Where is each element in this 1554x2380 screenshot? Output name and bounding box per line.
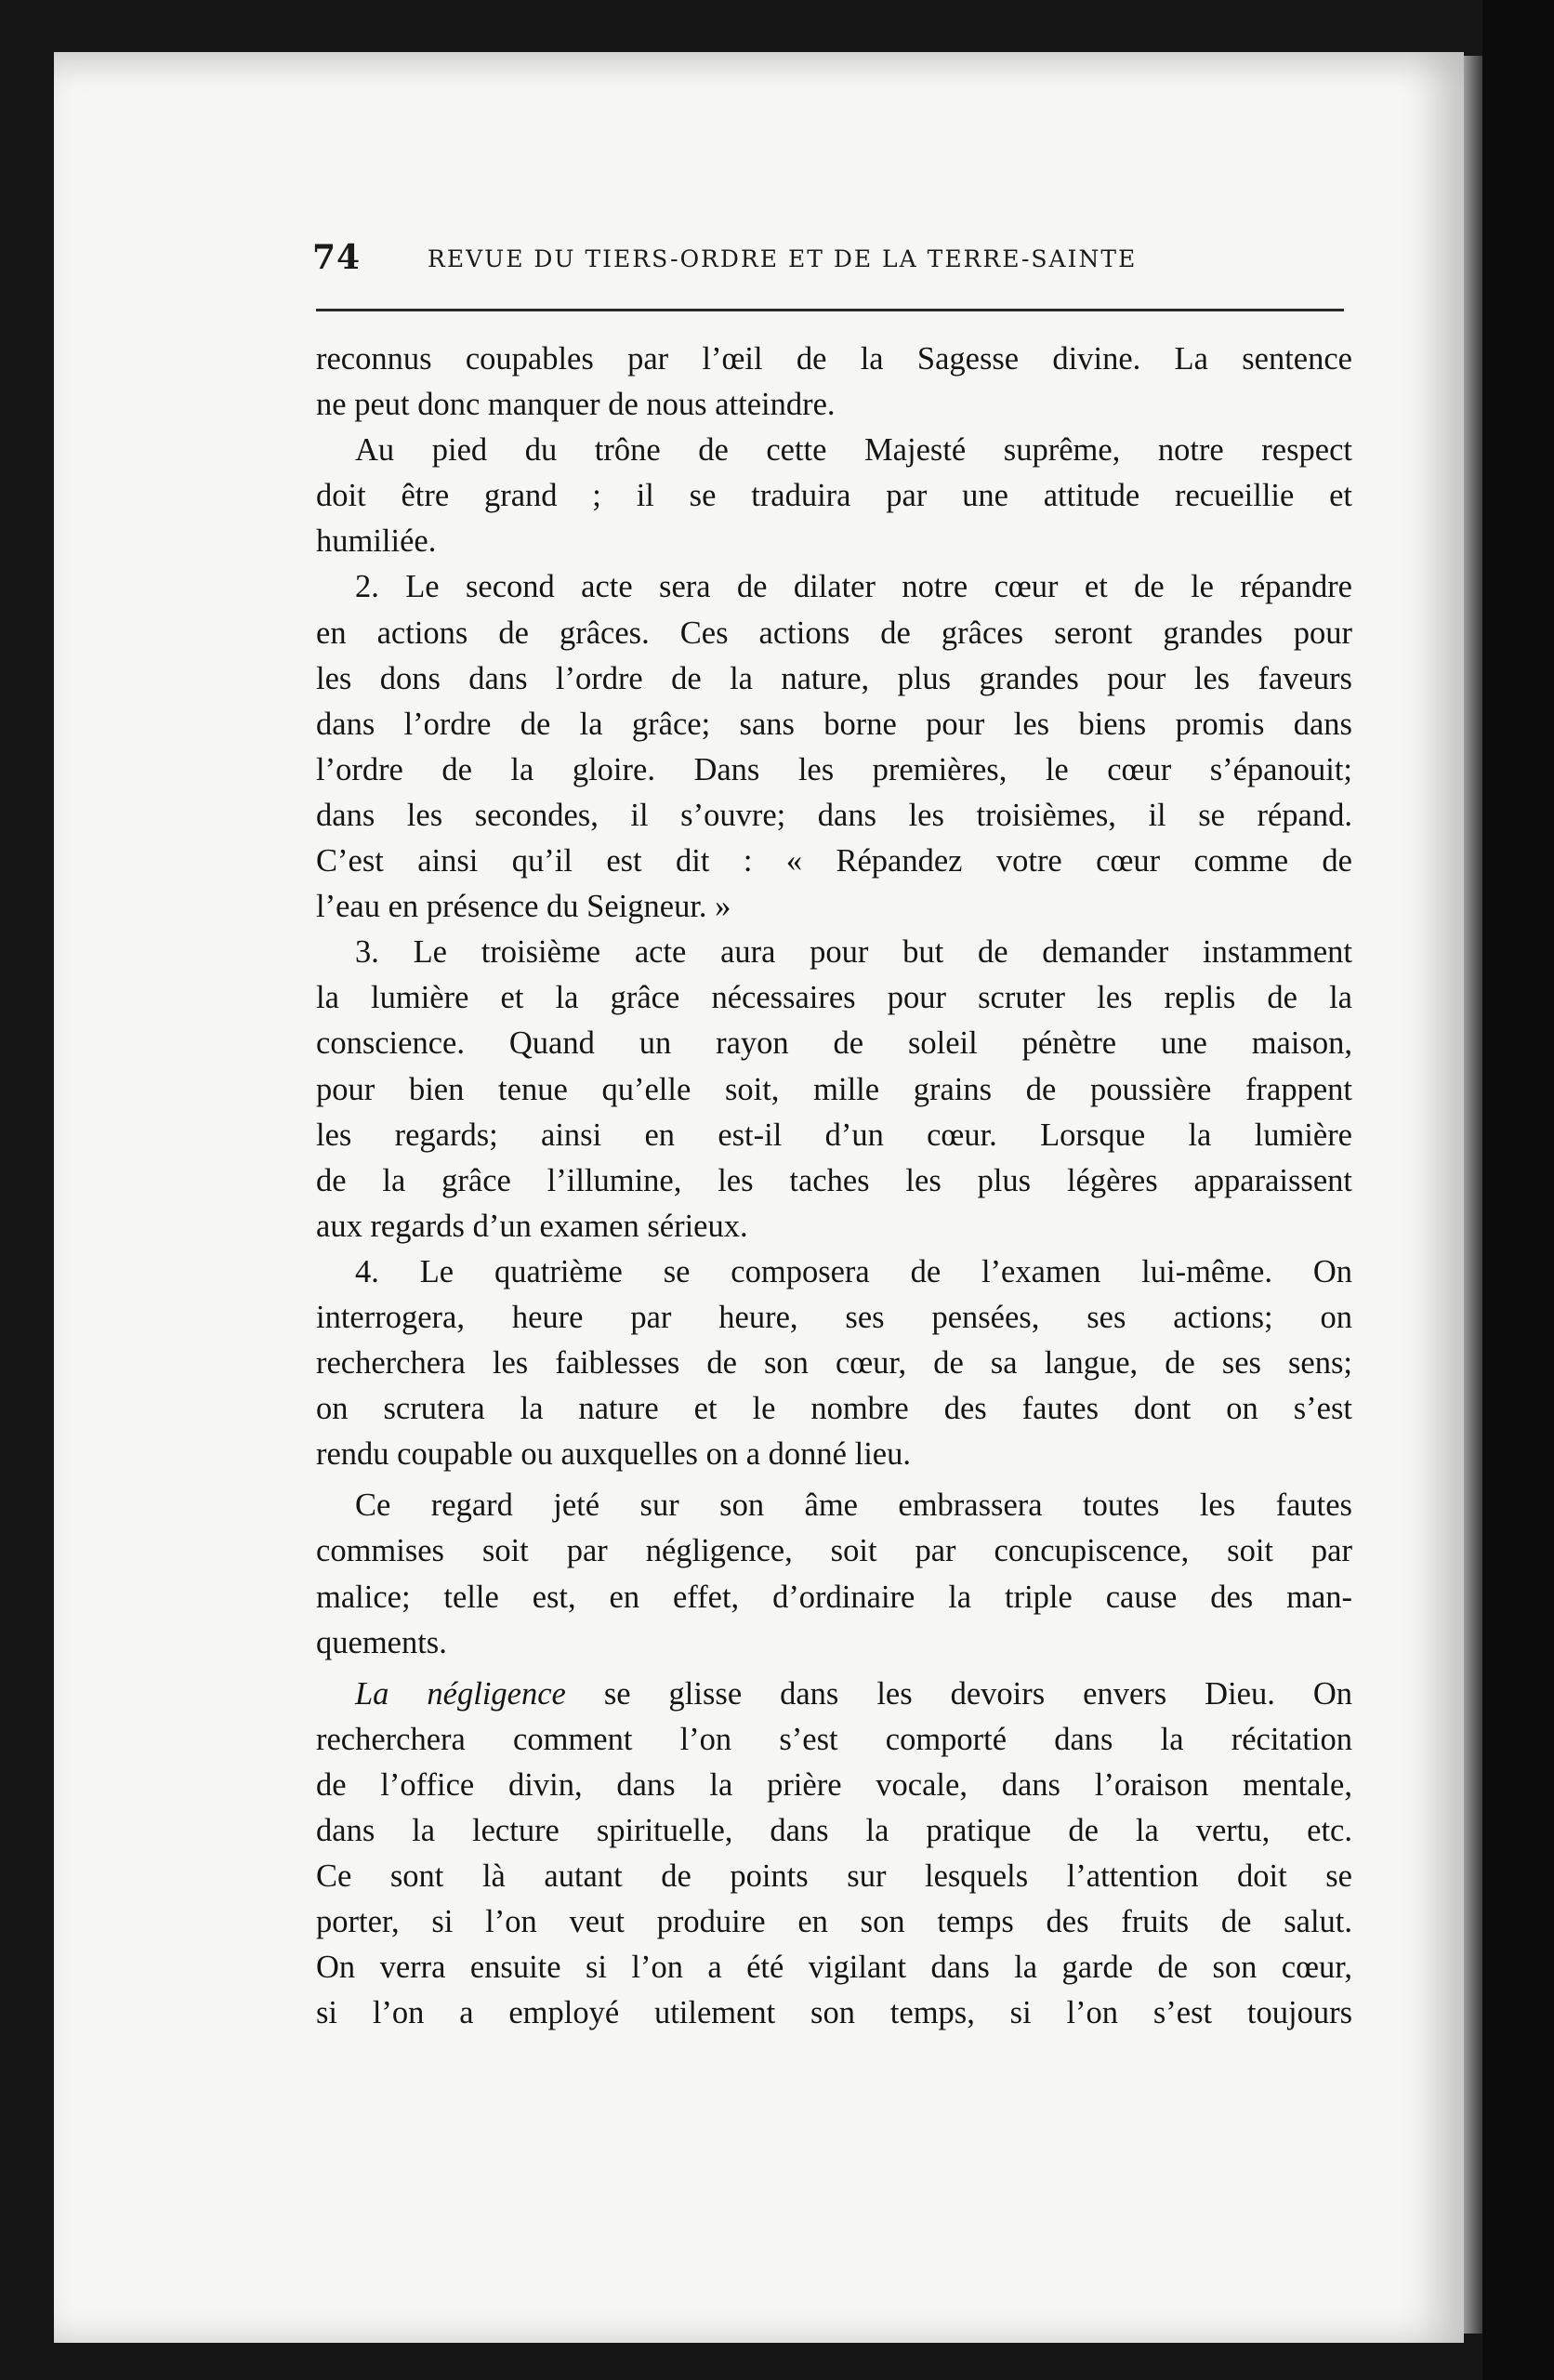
- text-line: C’est ainsi qu’il est dit : « Répandez votre cœur comme de: [316, 843, 1352, 879]
- text-line-with-italic: [316, 1672, 1352, 1717]
- page-edge-shadow: [1464, 56, 1482, 2334]
- text-line: rendu coupable ou auxquelles on a donné lieu.: [316, 1436, 911, 1473]
- text-line: la lumière et la grâce nécessaires pour scruter les replis de la: [316, 980, 1352, 1016]
- text-line: les regards; ainsi en est-il d’un cœur. Lorsque la lumière: [316, 1117, 1352, 1153]
- text-line: ne peut donc manquer de nous atteindre.: [316, 387, 836, 423]
- text-line: commises soit par négligence, soit par concupiscence, soit par: [316, 1533, 1352, 1569]
- text-line: porter, si l’on veut produire en son temps des fruits de salut.: [316, 1904, 1352, 1940]
- text-line: les dons dans l’ordre de la nature, plus grandes pour les faveurs: [316, 660, 1352, 696]
- text-line: interrogera, heure par heure, ses pensées, ses actions; on: [316, 1299, 1352, 1335]
- text-line: malice; telle est, en effet, d’ordinaire la triple cause des man-: [316, 1579, 1352, 1615]
- text-line: Ce regard jeté sur son âme embrassera toutes les fautes: [355, 1488, 1352, 1524]
- text-line: de la grâce l’illumine, les taches les plus légères apparaissent: [316, 1162, 1352, 1198]
- text-line: Ce sont là autant de points sur lesquels l’attention doit se: [316, 1858, 1352, 1895]
- header-rule: [316, 309, 1344, 311]
- text-line: quements.: [316, 1624, 447, 1660]
- scan-border-right: [1482, 0, 1554, 2380]
- body-text: [316, 337, 1352, 2036]
- text-line: 3. Le troisième acte aura pour but de demander instamment: [355, 934, 1352, 971]
- text-line: dans les secondes, il s’ouvre; dans les troisièmes, il se répand.: [316, 797, 1352, 833]
- text-line: conscience. Quand un rayon de soleil pénètre une maison,: [316, 1025, 1352, 1062]
- text-line: de l’office divin, dans la prière vocale, dans l’oraison mentale,: [316, 1766, 1352, 1803]
- text-line: dans la lecture spirituelle, dans la pratique de la vertu, etc.: [316, 1813, 1352, 1848]
- text-line: aux regards d’un examen sérieux.: [316, 1208, 748, 1244]
- text-line: reconnus coupables par l’œil de la Sagesse divine. La sentence: [316, 341, 1352, 377]
- italic-phrase: La négligence: [355, 1675, 566, 1712]
- text-line: l’eau en présence du Seigneur. »: [316, 889, 731, 925]
- text-line: en actions de grâces. Ces actions de grâces seront grandes pour: [316, 615, 1352, 651]
- text-line: recherchera les faiblesses de son cœur, de sa langue, de ses sens;: [316, 1345, 1352, 1382]
- text-line-rest: se glisse dans les devoirs envers Dieu. On: [603, 1675, 1353, 1712]
- text-line: 4. Le quatrième se composera de l’examen lui-même. On: [355, 1253, 1352, 1289]
- text-line: 2. Le second acte sera de dilater notre cœur et de le répandre: [355, 569, 1352, 605]
- text-line: si l’on a employé utilement son temps, si l’on s’est toujours: [316, 1995, 1352, 2031]
- text-line: on scrutera la nature et le nombre des fautes dont on s’est: [316, 1391, 1352, 1427]
- page-header: [260, 238, 1350, 284]
- text-line: l’ordre de la gloire. Dans les premières, le cœur s’épanouit;: [316, 751, 1352, 787]
- page-number: 74: [312, 238, 362, 277]
- text-line: recherchera comment l’on s’est comporté dans la récitation: [316, 1721, 1352, 1757]
- text-line: Au pied du trône de cette Majesté suprême, notre respect: [355, 432, 1352, 469]
- text-line: humiliée.: [316, 523, 437, 560]
- text-line: pour bien tenue qu’elle soit, mille grains de poussière frappent: [316, 1071, 1352, 1107]
- text-line: On verra ensuite si l’on a été vigilant dans la garde de son cœur,: [316, 1950, 1352, 1986]
- text-line: doit être grand ; il se traduira par une attitude recueillie et: [316, 478, 1352, 514]
- text-line: dans l’ordre de la grâce; sans borne pour les biens promis dans: [316, 706, 1352, 742]
- running-title: REVUE DU TIERS-ORDRE ET DE LA TERRE-SAINTE: [428, 245, 1138, 272]
